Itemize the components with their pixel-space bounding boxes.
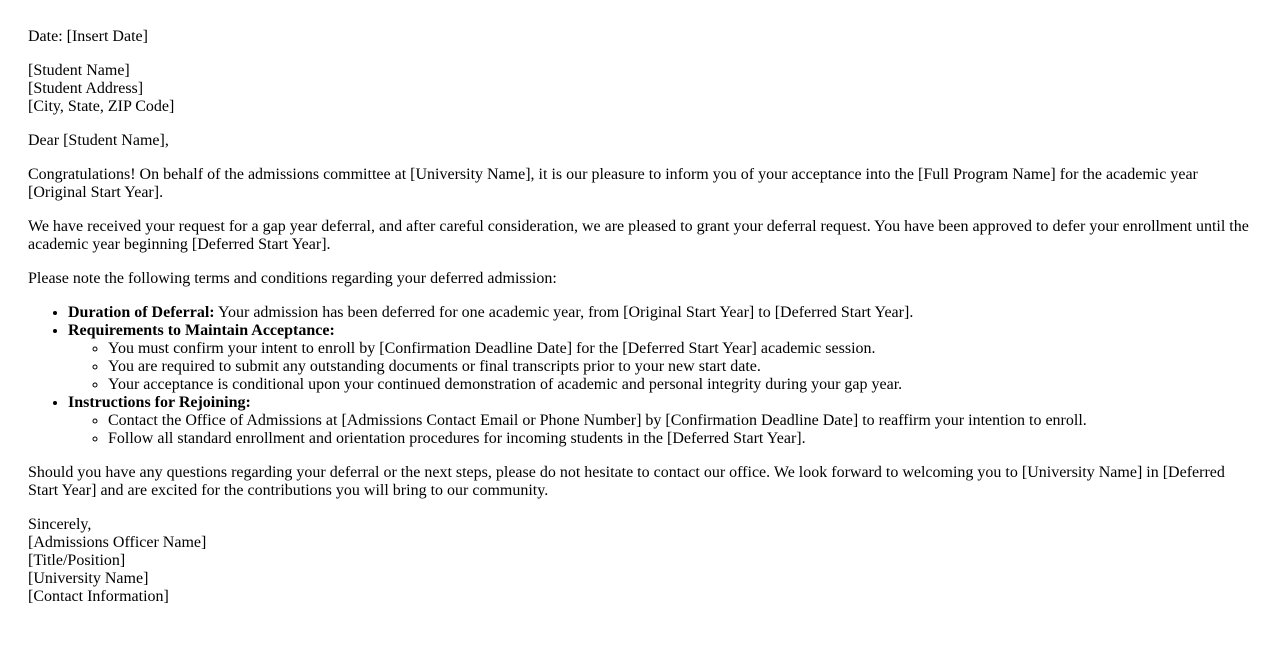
recipient-name: [Student Name] — [28, 62, 130, 79]
rejoining-item: ◦ Follow all standard enrollment and orientation procedures for incoming students in the [Deferred Start Year]. — [108, 430, 1256, 448]
requirement-item: ◦ Your acceptance is conditional upon your continued demonstration of academic and personal integrity during your gap year. — [108, 376, 1256, 394]
rejoining-sublist — [68, 412, 1256, 448]
signer-contact: [Contact Information] — [28, 588, 169, 605]
congratulations-paragraph: Congratulations! On behalf of the admissions committee at [University Name], it is our pleasure to inform you of your acceptance into the [Full Program Name] for the academic year [Original Start Year]. — [28, 166, 1198, 201]
salutation: Dear [Student Name], — [28, 132, 169, 149]
term-duration — [68, 304, 1256, 322]
term-rejoining-label: Instructions for Rejoining: — [68, 394, 251, 411]
signature-block — [28, 516, 1256, 606]
terms-intro-paragraph: Please note the following terms and conditions regarding your deferred admission: — [28, 270, 557, 287]
rejoining-item: ◦ Contact the Office of Admissions at [Admissions Contact Email or Phone Number] by [Confirmation Deadline Date] to reaffirm your intention to enroll. — [108, 412, 1256, 430]
signer-name: [Admissions Officer Name] — [28, 534, 207, 551]
term-duration-label: Duration of Deferral: — [68, 304, 215, 321]
term-rejoining — [68, 394, 1256, 448]
requirement-item: ◦ You are required to submit any outstanding documents or final transcripts prior to your new start date. — [108, 358, 1256, 376]
signer-title: [Title/Position] — [28, 552, 126, 569]
closing-paragraph: Should you have any questions regarding your deferral or the next steps, please do not hesitate to contact our office. We look forward to welcoming you to [University Name] in [Deferred Start Year] and are excited for the contributions you will bring to our community. — [28, 464, 1225, 499]
recipient-city-state-zip: [City, State, ZIP Code] — [28, 98, 175, 115]
recipient-address: [Student Address] — [28, 80, 144, 97]
term-duration-text: Your admission has been deferred for one academic year, from [Original Start Year] to [Deferred Start Year]. — [214, 304, 914, 321]
date-line: Date: [Insert Date] — [28, 28, 148, 45]
term-requirements-label: Requirements to Maintain Acceptance: — [68, 322, 335, 339]
term-requirements — [68, 322, 1256, 394]
sign-off: Sincerely, — [28, 516, 92, 533]
recipient-address-block — [28, 62, 1256, 116]
requirement-item: ◦ You must confirm your intent to enroll by [Confirmation Deadline Date] for the [Deferred Start Year] academic session. — [108, 340, 1256, 358]
signer-university: [University Name] — [28, 570, 149, 587]
requirements-sublist — [68, 340, 1256, 394]
deferral-granted-paragraph: We have received your request for a gap year deferral, and after careful consideration, we are pleased to grant your deferral request. You have been approved to defer your enrollment until the academic year beginning [Deferred Start Year]. — [28, 218, 1249, 253]
deferral-letter — [28, 28, 1256, 622]
terms-list — [28, 304, 1256, 448]
